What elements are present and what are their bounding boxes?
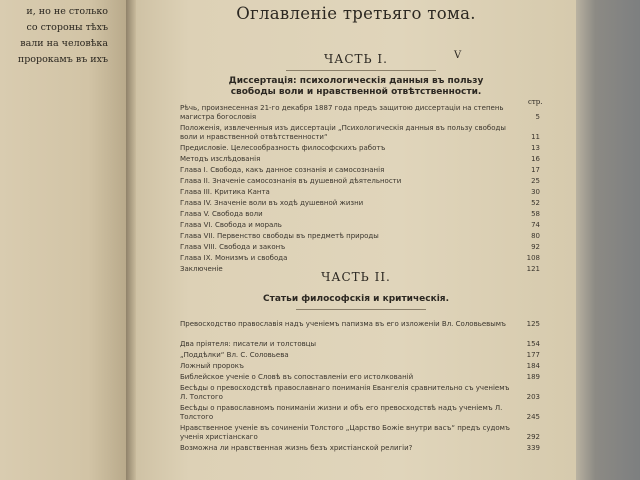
left-page-line: и, но не столько <box>26 6 108 17</box>
toc-entry-page: 5 <box>535 112 540 121</box>
toc-entry <box>180 124 540 141</box>
toc-entry <box>180 177 540 186</box>
toc-entry-page: 125 <box>526 320 540 328</box>
toc-entry-title: „Поддѣлки“ Вл. С. Соловьева <box>180 351 289 359</box>
toc-entry-title: Рѣчь, произнесенная 21-го декабря 1887 года предъ защитою диссертаціи на степень магистра богословія <box>180 104 504 121</box>
toc-entry-title: Положенія, извлеченныя изъ диссертаціи „Психологическія данныя въ пользу свободы воли и нравственной отвѣтственности“ <box>180 124 506 141</box>
toc-entry <box>180 404 540 421</box>
toc-entry-title: Ложный пророкъ <box>180 362 244 370</box>
toc-entry <box>180 373 540 382</box>
toc-entry-title: Возможна ли нравственная жизнь безъ христіанской религіи? <box>180 444 413 452</box>
toc-entry-page: 25 <box>531 177 540 185</box>
divider <box>296 309 426 310</box>
book-cover-board <box>576 0 640 480</box>
toc-entry-page: 154 <box>526 340 540 348</box>
toc-entry-page: 52 <box>531 199 540 207</box>
toc-entry-title: Глава I. Свобода, какъ данное сознанія и самосознанія <box>180 166 385 174</box>
toc-entry-page: 74 <box>531 221 540 229</box>
toc-entry-page: 203 <box>526 392 540 401</box>
toc-entry <box>180 351 540 360</box>
toc-entry-page: 292 <box>526 432 540 441</box>
toc-entry-page: 121 <box>526 265 540 273</box>
toc-entry <box>180 166 540 175</box>
toc-entry-title: Превосходство православія надъ ученіемъ папизма въ его изложеніи Вл. Соловьевымъ <box>180 320 506 328</box>
toc-entry <box>180 144 540 153</box>
toc-entry-page: 17 <box>531 166 540 174</box>
toc-entry-title: Предисловіе. Целесообразность философскихъ работъ <box>180 144 386 152</box>
divider <box>286 70 436 71</box>
toc-entry <box>180 155 540 164</box>
toc-entry-title: Глава VIII. Свобода и законъ <box>180 243 286 251</box>
toc-entry-title: Глава IV. Значеніе воли въ ходѣ душевной жизни <box>180 199 364 207</box>
toc-entry-page: 177 <box>526 351 540 359</box>
toc-entry-title: Бесѣды о превосходствѣ православнаго пониманія Евангелія сравнительно съ ученіемъ Л. Толстого <box>180 384 510 401</box>
toc-entry-title: Заключеніе <box>180 265 223 273</box>
part-2-heading: ЧАСТЬ II. <box>321 270 391 284</box>
part-1-section-title: Диссертація: психологическія данныя въ пользу свободы воли и нравственной отвѣтственности. <box>228 76 484 97</box>
left-page-line: вали на человѣка <box>20 38 108 49</box>
toc-entry <box>180 340 540 349</box>
toc-entry <box>180 221 540 230</box>
toc-entry-title: Глава IX. Монизмъ и свобода <box>180 254 288 262</box>
toc-entry <box>180 210 540 219</box>
toc-entry-page: 11 <box>531 132 540 141</box>
toc-entry-title: Глава VI. Свобода и мораль <box>180 221 282 229</box>
toc-entry <box>180 254 540 263</box>
part-2-section-title: Статьи философскія и критическія. <box>263 294 449 304</box>
toc-entry-title: Глава II. Значеніе самосознанія въ душевной дѣятельности <box>180 177 402 185</box>
toc-entry-title: Глава V. Свобода воли <box>180 210 263 218</box>
left-page-line: со стороны тѣхъ <box>26 22 108 33</box>
toc-entry <box>180 199 540 208</box>
toc-entry-page: 13 <box>531 144 540 152</box>
toc-entry-title: Библейское ученіе о Словѣ въ сопоставленіи его истолкованій <box>180 373 414 381</box>
previous-page <box>0 0 126 480</box>
toc-entry-page: 184 <box>526 362 540 370</box>
toc-entry <box>180 362 540 371</box>
toc-entry-title: Методъ изслѣдованія <box>180 155 261 163</box>
part-1-heading: ЧАСТЬ I. <box>323 52 388 66</box>
book-gutter <box>126 0 136 480</box>
page-title: Оглавленіе третьяго тома. <box>236 4 476 23</box>
toc-entry <box>180 232 540 241</box>
toc-page <box>136 0 576 480</box>
toc-entry <box>180 320 540 329</box>
toc-entry-page: 245 <box>526 412 540 421</box>
toc-entry-title: Глава VII. Первенство свободы въ предметѣ природы <box>180 232 379 240</box>
toc-entry <box>180 424 540 441</box>
toc-entry-title: Нравственное ученіе въ сочиненіи Толстого „Царство Божіе внутри васъ“ предъ судомъ ученія христіанскаго <box>180 424 510 441</box>
toc-entry <box>180 243 540 252</box>
toc-entry <box>180 384 540 401</box>
toc-entry <box>180 444 540 453</box>
toc-entry-page: 30 <box>531 188 540 196</box>
toc-entry <box>180 104 540 121</box>
toc-entry-page: 108 <box>526 254 540 262</box>
toc-entry <box>180 188 540 197</box>
page-column-head: стр. <box>528 98 543 106</box>
toc-entry-page: 189 <box>526 373 540 381</box>
part-1-mark: V <box>454 50 462 61</box>
toc-entry-title: Бесѣды о православномъ пониманіи жизни и объ его превосходствѣ надъ ученіемъ Л. Толстого <box>180 404 503 421</box>
toc-entry-title: Глава III. Критика Канта <box>180 188 270 196</box>
toc-entry-page: 58 <box>531 210 540 218</box>
toc-entry-title: Два пріятеля: писатели и толстовцы <box>180 340 317 348</box>
left-page-line: пророкамъ въ ихъ <box>17 54 108 65</box>
toc-entry-page: 16 <box>531 155 540 163</box>
toc-entry-page: 80 <box>531 232 540 240</box>
toc-entry-page: 339 <box>526 444 540 452</box>
toc-entry-page: 92 <box>531 243 540 251</box>
